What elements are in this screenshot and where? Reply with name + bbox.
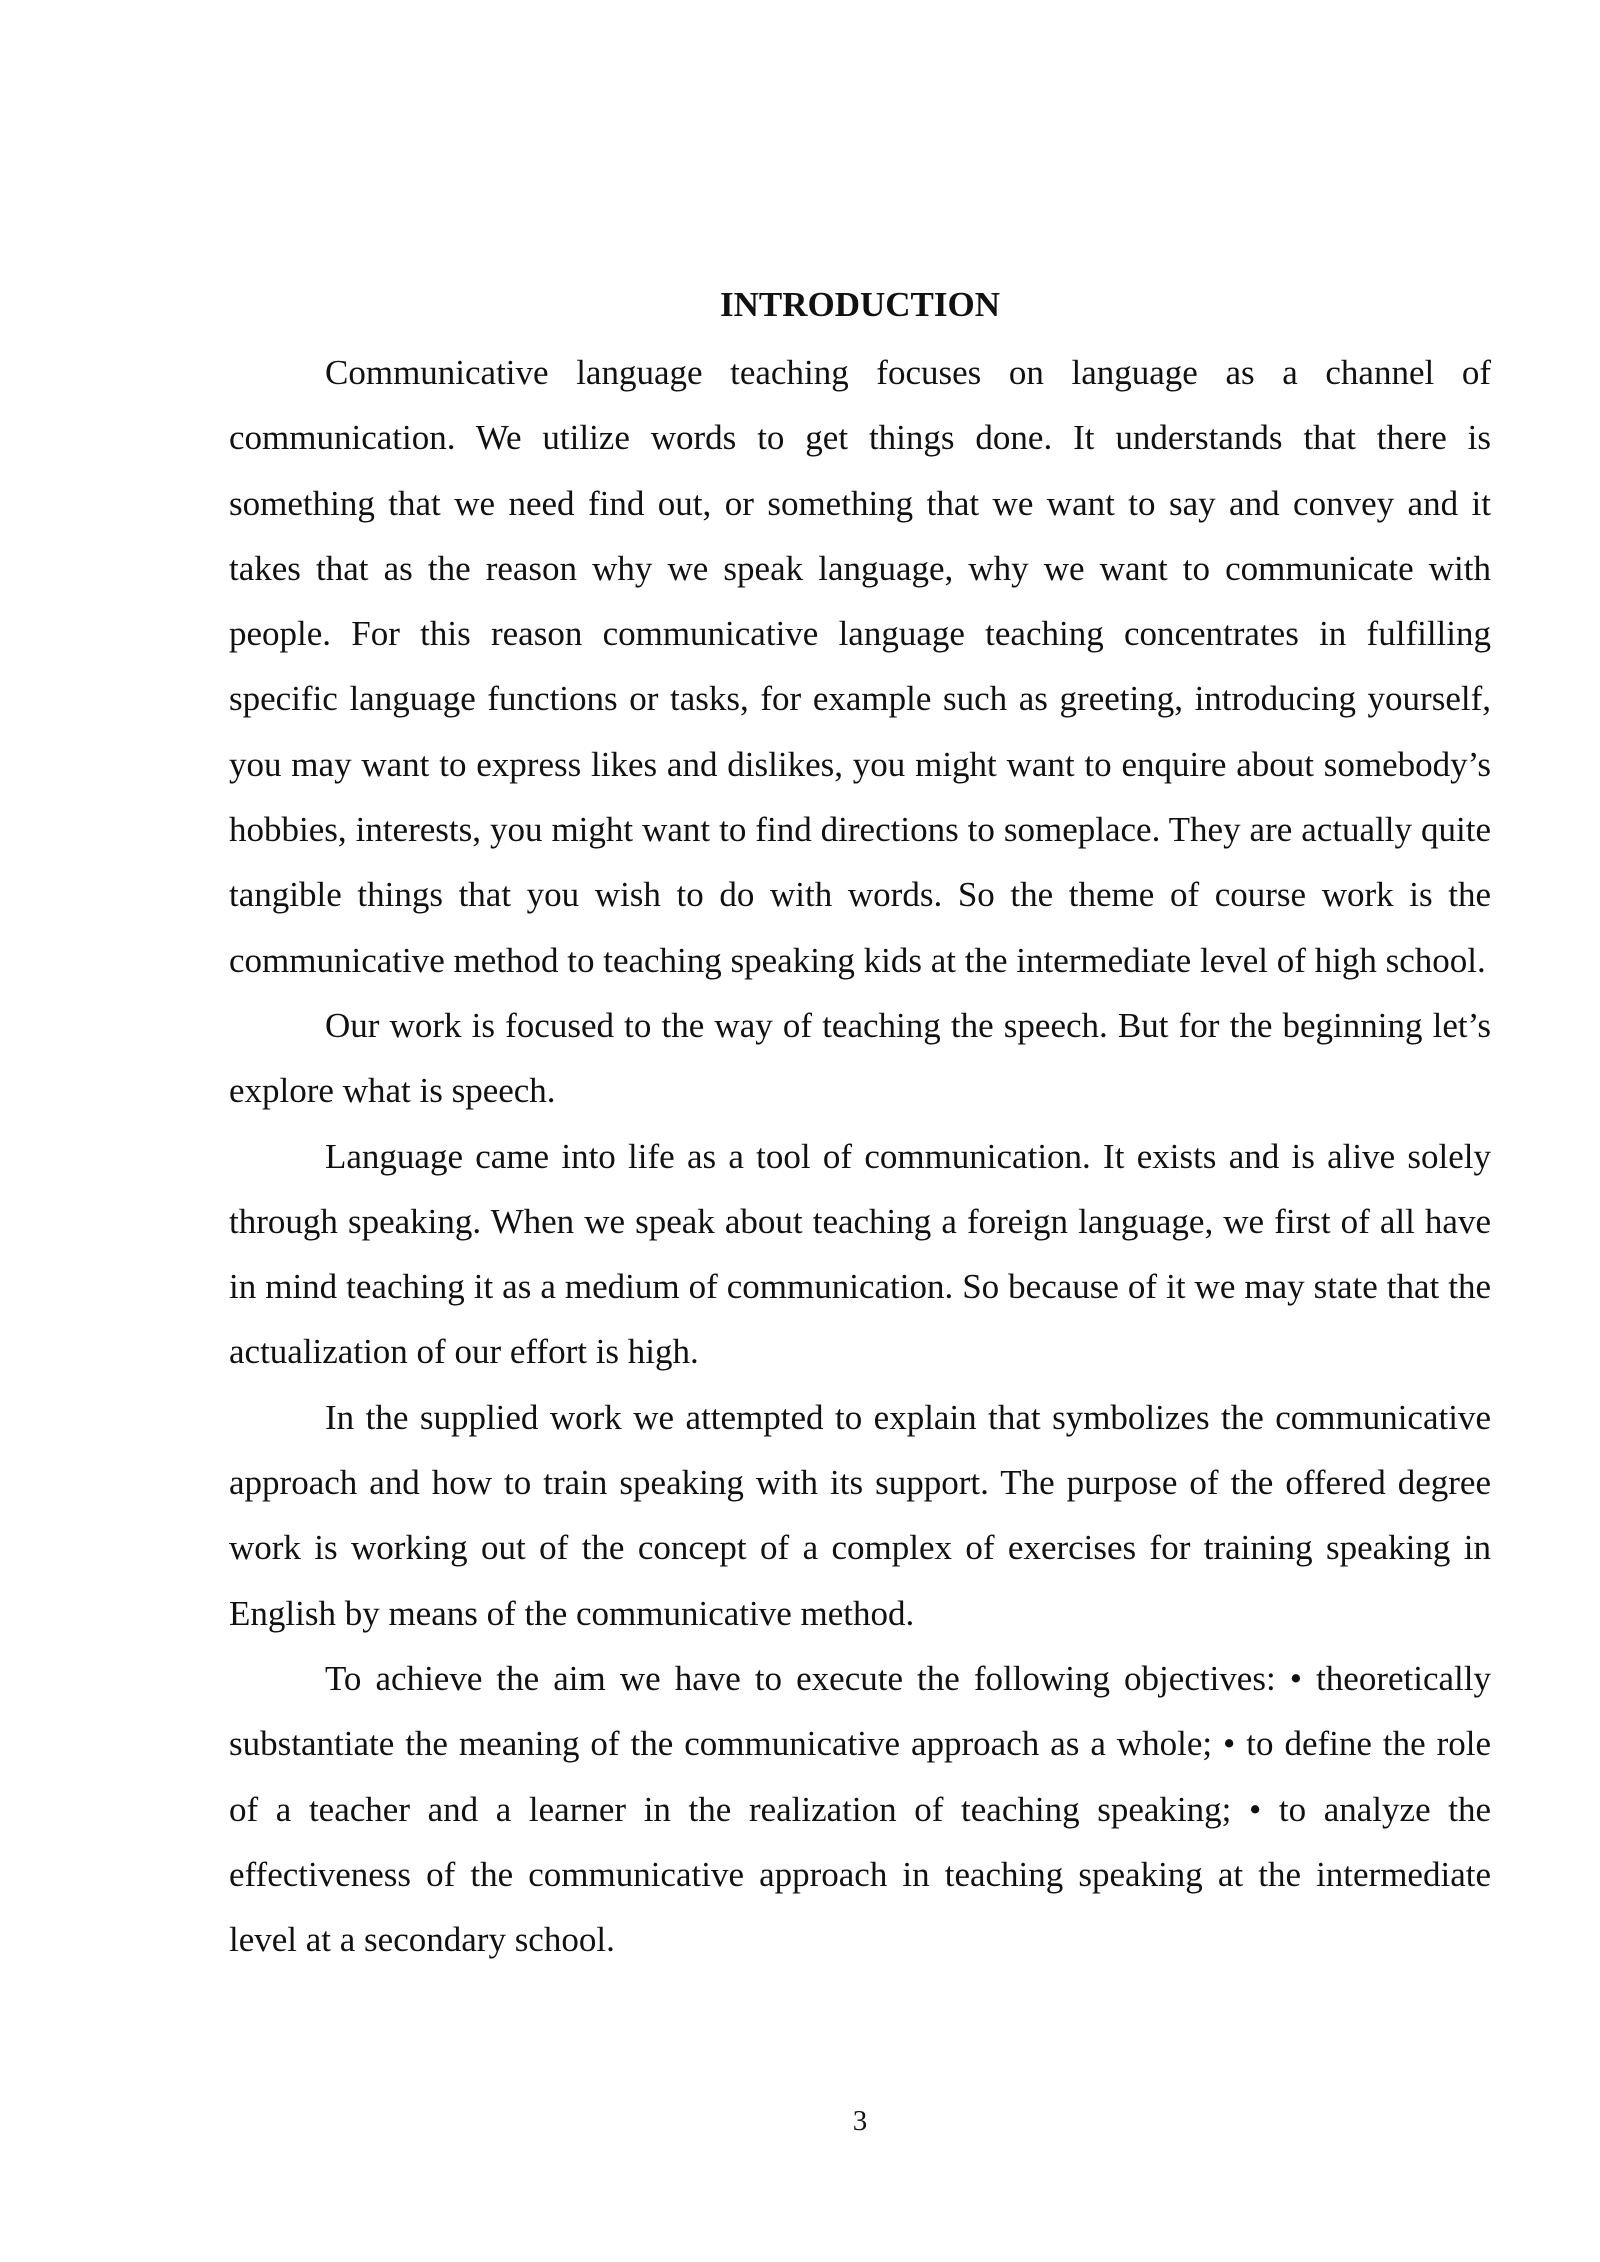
section-heading: INTRODUCTION <box>719 285 1001 324</box>
page-number: 3 <box>852 2105 868 2137</box>
paragraph-4: In the supplied work we attempted to explain that symbolizes the communicative approach and how to train speaking with its support. The purpose of the offered degree work is working out of the concept of a complex of exercises for training speaking in English by means of the communicative method. <box>229 1397 1491 1633</box>
paragraph-1: Communicative language teaching focuses on language as a channel of communication. We utilize words to get things done. It understands that there is something that we need find out, or something that we want to say and convey and it takes that as the reason why we speak language, why we want to communicate with people. For this reason communicative language teaching concentrates in fulfilling specific language functions or tasks, for example such as greeting, introducing yourself, you may want to express likes and dislikes, you might want to enquire about somebody’s hobbies, interests, you might want to find directions to someplace. They are actually quite tangible things that you wish to do with words. So the theme of course work is the communicative method to teaching speaking kids at the intermediate level of high school. <box>229 353 1491 980</box>
body-text <box>229 340 1491 1972</box>
paragraph-3: Language came into life as a tool of communication. It exists and is alive solely through speaking. When we speak about teaching a foreign language, we first of all have in mind teaching it as a medium of communication. So because of it we may state that the actualization of our effort is high. <box>229 1136 1491 1372</box>
paragraph-5: To achieve the aim we have to execute the following objectives: • theoretically substantiate the meaning of the communicative approach as a whole; • to define the role of a teacher and a learner in the realization of teaching speaking; • to analyze the effectiveness of the communicative approach in teaching speaking at the intermediate level at a secondary school. <box>229 1658 1491 1960</box>
paragraph-2: Our work is focused to the way of teaching the speech. But for the beginning let’s explore what is speech. <box>229 1005 1491 1111</box>
